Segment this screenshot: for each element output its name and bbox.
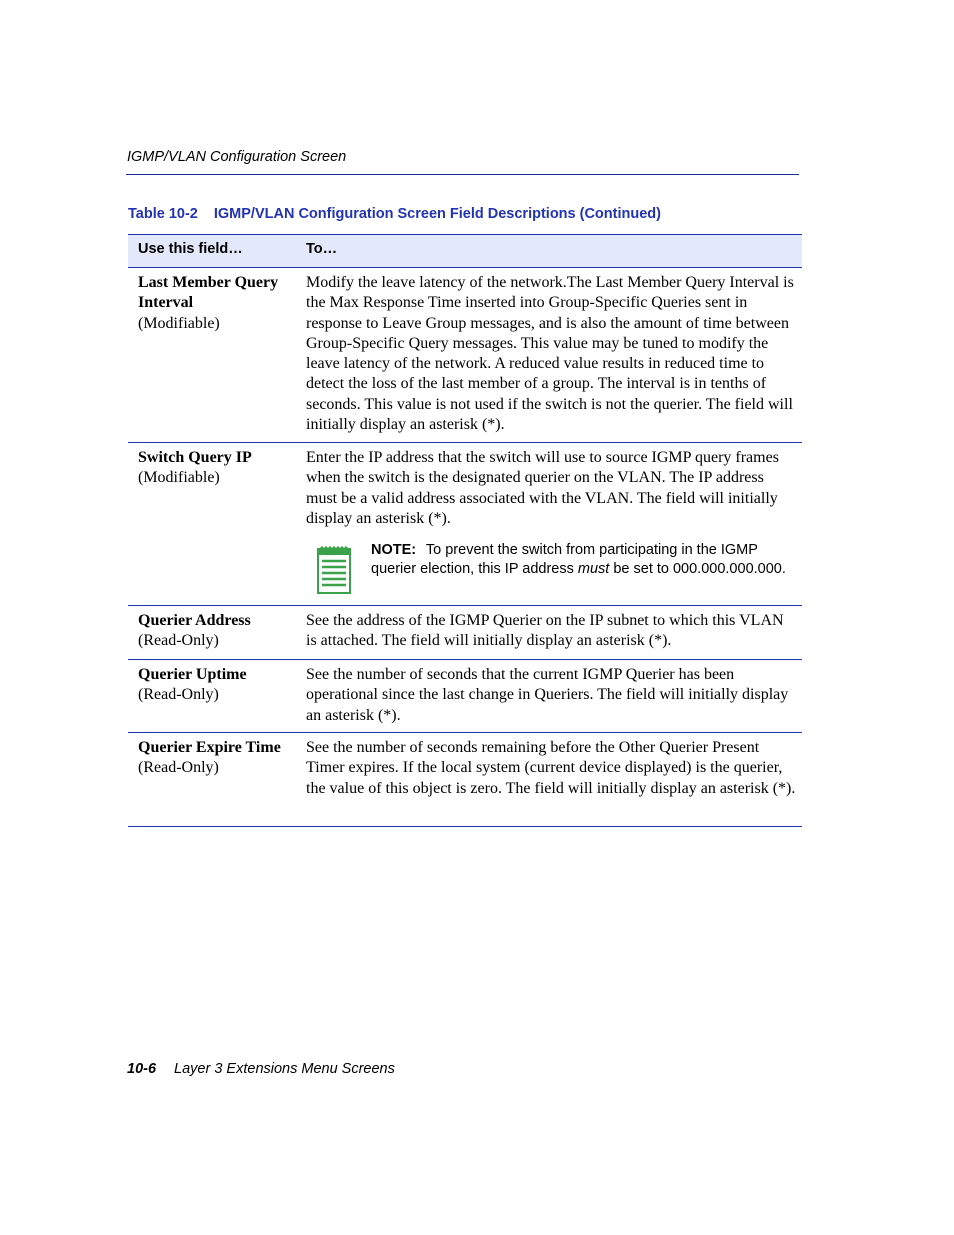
header-rule bbox=[126, 174, 799, 175]
note-text-after: be set to 000.000.000.000. bbox=[613, 561, 786, 578]
page-footer bbox=[127, 1061, 395, 1077]
field-description: Modify the leave latency of the network.The Last Member Query Interval is the Max Response Time inserted into Group-Specific Queries sent in response to Leave Group messages, and is also the amount of time between Group-Specific Query messages. This value may be tuned to modify the leave latency of the network. A reduced value results in reduced time to detect the loss of the last member of a group. The interval is in tenths of seconds. This value is not used if the switch is not the querier. The field will initially display an asterisk (*). bbox=[306, 274, 794, 434]
field-name: Querier Expire Time bbox=[138, 739, 281, 756]
note-text bbox=[371, 541, 796, 580]
table-header-row bbox=[128, 234, 802, 268]
field-cell bbox=[138, 611, 298, 652]
field-description: See the number of seconds remaining before the Other Querier Present Timer expires. If the local system (current device displayed) is the querier, the value of this object is zero. The field will initially display an asterisk (*). bbox=[306, 739, 796, 797]
field-name: Switch Query IP bbox=[138, 449, 252, 466]
field-mode: (Read-Only) bbox=[138, 632, 219, 650]
page-number: 10-6 bbox=[127, 1061, 157, 1077]
note-label: NOTE: bbox=[371, 542, 417, 558]
field-mode: (Modifiable) bbox=[138, 314, 220, 332]
table-row bbox=[128, 443, 802, 606]
field-cell bbox=[138, 665, 298, 706]
field-name: Last Member Query Interval bbox=[138, 274, 279, 312]
running-head-title: IGMP/VLAN Configuration Screen bbox=[127, 149, 347, 165]
table-row bbox=[128, 268, 802, 443]
table-row bbox=[128, 660, 802, 733]
field-cell bbox=[138, 273, 298, 334]
field-mode: (Read-Only) bbox=[138, 759, 219, 777]
field-description-table bbox=[128, 234, 802, 827]
field-description: See the address of the IGMP Querier on the IP subnet to which this VLAN is attached. The field will initially display an asterisk (*). bbox=[306, 612, 784, 650]
field-name: Querier Address bbox=[138, 612, 251, 629]
field-cell bbox=[138, 448, 298, 489]
column-header-field: Use this field… bbox=[138, 241, 243, 257]
table-row bbox=[128, 606, 802, 660]
field-description: See the number of seconds that the current IGMP Querier has been operational since the last change in Queriers. The field will initially display an asterisk (*). bbox=[306, 666, 789, 724]
field-mode: (Modifiable) bbox=[138, 469, 220, 487]
field-name: Querier Uptime bbox=[138, 666, 247, 683]
table-row bbox=[128, 733, 802, 827]
notepad-icon bbox=[316, 545, 352, 595]
column-header-to: To… bbox=[306, 241, 338, 257]
table-caption-title: IGMP/VLAN Configuration Screen Field Descriptions (Continued) bbox=[213, 206, 661, 222]
chapter-title: Layer 3 Extensions Menu Screens bbox=[174, 1061, 395, 1077]
field-cell bbox=[138, 738, 298, 779]
table-caption bbox=[128, 206, 661, 222]
note-callout bbox=[306, 541, 796, 599]
note-emphasis: must bbox=[577, 561, 610, 578]
note-text-before: To prevent the switch from participating in the IGMP querier election, this IP address bbox=[371, 542, 758, 578]
field-mode: (Read-Only) bbox=[138, 686, 219, 704]
table-caption-number: Table 10-2 bbox=[128, 206, 198, 222]
field-description: Enter the IP address that the switch will use to source IGMP query frames when the switch is the designated querier on the VLAN. The IP address must be a valid address associated with the VLAN. The field will initially display an asterisk (*). bbox=[306, 449, 779, 527]
